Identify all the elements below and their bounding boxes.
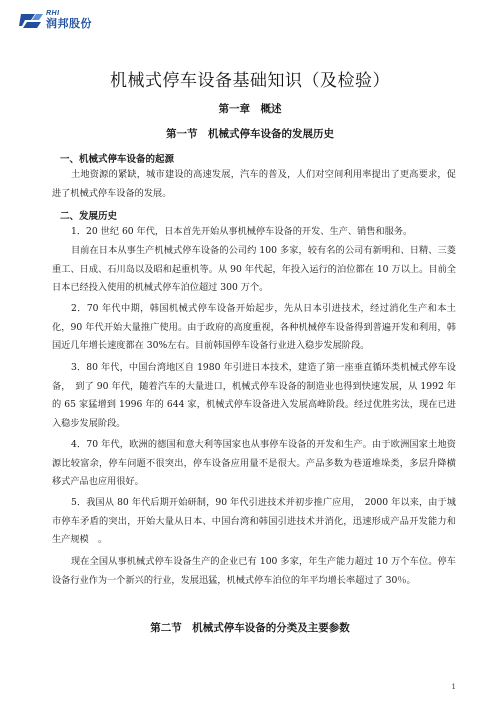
- chapter-heading: 第一章 概述: [218, 103, 282, 115]
- paragraph-history-4: 4．70 年代，欧洲的德国和意大利等国家也从事停车设备的开发和生产。由于欧洲国家土地资源比较富余，停车问题不很突出，停车设备应用量不是很大。产品多数为巷道堆垛类，多层升降横移式产品也应用很好。: [52, 439, 456, 487]
- subheading-history: 二、发展历史: [60, 211, 118, 222]
- paragraph-history-5: 5．我国从 80 年代后期开始研制，90 年代引进技术并初步推广应用， 2000 年以来，由于城市停车矛盾的突出，开始大量从日本、中国台湾和韩国引进技术并消化，迅速形成产品开发能力和生产规模 。: [52, 497, 456, 545]
- paragraph-history-1: 1．20 世纪 60 年代，日本首先开始从事机械停车设备的开发、生产、销售和服务。: [71, 226, 413, 237]
- logo-mark-icon: [19, 12, 43, 30]
- paragraph-origin: 土地资源的紧缺，城市建设的高速发展，汽车的普及，人们对空间利用率提出了更高要求，促进了机械式停车设备的发展。: [52, 169, 456, 199]
- paragraph-history-3: 3．80 年代，中国台湾地区自 1980 年引进日本技术，建造了第一座垂直循环类机械式停车设备， 到了 90 年代，随着汽车的大量进口，机械式停车设备的制造业也得到快速发展，从 1992 年的 65 家猛增到 1996 年的 644 家，机械式停车设备进入发展高峰阶段。经过优胜劣汰，现在已进入稳步发展阶段。: [52, 362, 456, 429]
- document-title: 机械式停车设备基础知识（及检验）: [110, 71, 390, 91]
- logo-english: RHI: [46, 10, 60, 17]
- paragraph-history-2: 2．70 年代中期，韩国机械式停车设备开始起步，先从日本引进技术，经过消化生产和本土化，90 年代开始大量推广使用。由于政府的高度重视，各种机械停车设备得到普遍开发和利用，韩国近几年增长速度都在 30%左右。目前韩国停车设备行业进入稳步发展阶段。: [52, 303, 456, 351]
- company-logo: [19, 10, 92, 30]
- section-heading-1: 第一节 机械式停车设备的发展历史: [166, 128, 334, 140]
- page-number: 1: [451, 683, 456, 691]
- logo-chinese: 润邦股份: [46, 17, 92, 30]
- subheading-origin: 一、机械式停车设备的起源: [60, 154, 175, 165]
- paragraph-history-6: 现在全国从事机械式停车设备生产的企业已有 100 多家，年生产能力超过 10 万个车位。停车设备行业作为一个新兴的行业，发展迅猛，机械式停车泊位的年平均增长率超过了 30％。: [52, 556, 456, 586]
- section-heading-2: 第二节 机械式停车设备的分类及主要参数: [150, 622, 350, 634]
- paragraph-history-1b: 目前在日本从事生产机械式停车设备的公司约 100 多家，较有名的公司有新明和、日精、三菱重工、日成、石川岛以及昭和起重机等。从 90 年代起，年投入运行的泊位都在 10 万以上。目前全日本已经投入使用的机械式停车泊位超过 300 万个。: [52, 245, 456, 293]
